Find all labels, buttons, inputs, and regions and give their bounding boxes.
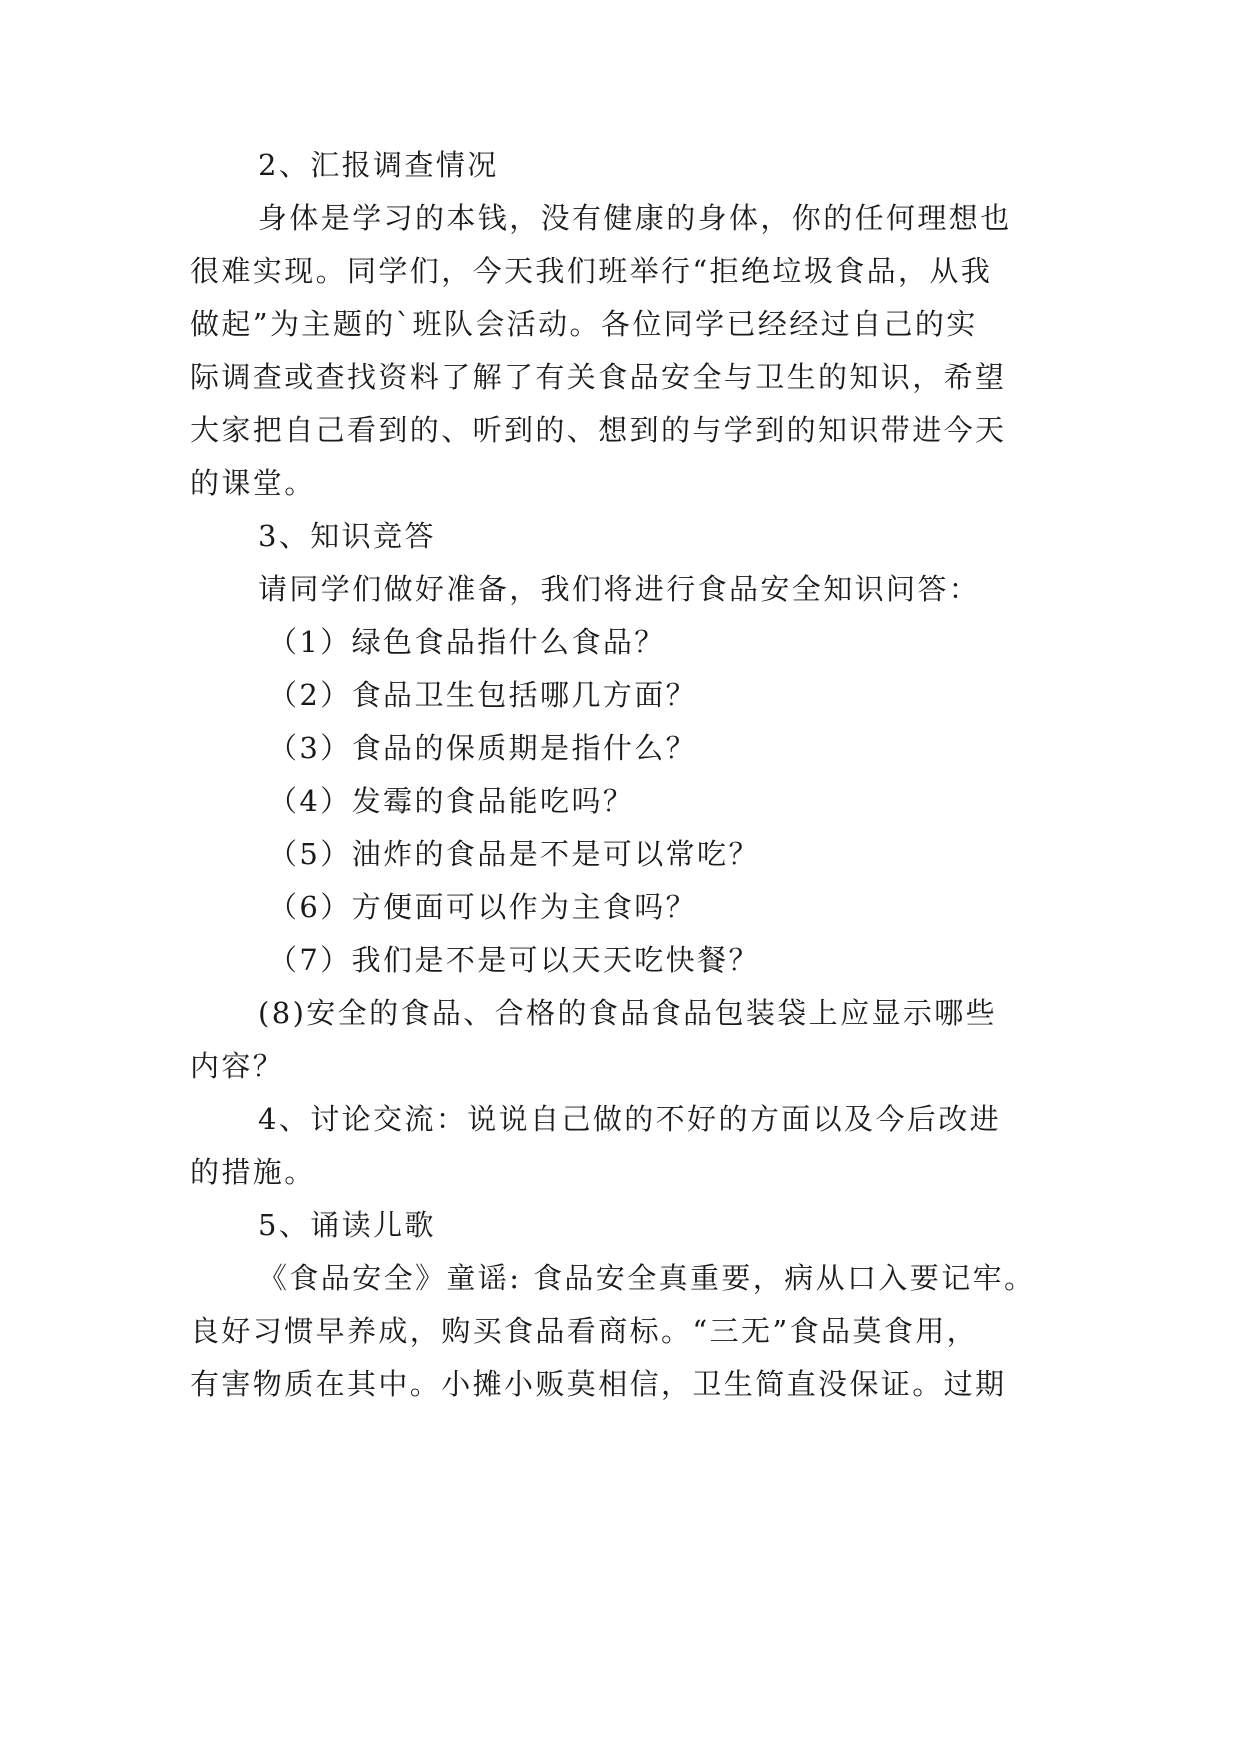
section-heading-discussion: 4、讨论交流：说说自己做的不好的方面以及今后改进 <box>258 1102 1002 1136</box>
quiz-question: （2）食品卫生包括哪几方面？ <box>268 678 698 712</box>
quiz-question: (8)安全的食品、合格的食品食品包装袋上应显示哪些 <box>258 996 998 1030</box>
paragraph-line: 很难实现。同学们，今天我们班举行“拒绝垃圾食品，从我 <box>190 254 993 288</box>
quiz-question: （5）油炸的食品是不是可以常吃？ <box>268 837 760 871</box>
quiz-question: （3）食品的保质期是指什么？ <box>268 731 698 765</box>
section-heading-rhyme: 5、诵读儿歌 <box>258 1208 436 1242</box>
quiz-question: （1）绿色食品指什么食品？ <box>268 625 666 659</box>
paragraph-line: 的课堂。 <box>190 466 316 500</box>
paragraph-line: 良好习惯早养成，购买食品看商标。“三无”食品莫食用， <box>190 1314 979 1348</box>
paragraph-line: 《食品安全》童谣: 食品安全真重要，病从口入要记牢。 <box>258 1261 1036 1295</box>
paragraph-line: 身体是学习的本钱，没有健康的身体，你的任何理想也 <box>258 201 1012 235</box>
paragraph-line: 内容？ <box>190 1049 285 1083</box>
quiz-question: （7）我们是不是可以天天吃快餐？ <box>268 943 760 977</box>
quiz-question: （4）发霉的食品能吃吗？ <box>268 784 635 818</box>
section-heading-report: 2、汇报调查情况 <box>258 148 499 182</box>
quiz-question: （6）方便面可以作为主食吗？ <box>268 890 698 924</box>
paragraph-line: 请同学们做好准备，我们将进行食品安全知识问答： <box>258 572 981 606</box>
paragraph-line: 的措施。 <box>190 1155 316 1189</box>
paragraph-line: 大家把自己看到的、听到的、想到的与学到的知识带进今天 <box>190 413 1007 447</box>
paragraph-line: 际调查或查找资料了解了有关食品安全与卫生的知识，希望 <box>190 360 1007 394</box>
section-heading-quiz: 3、知识竞答 <box>258 519 436 553</box>
paragraph-line: 做起”为主题的`班队会活动。各位同学已经经过自己的实 <box>190 307 978 341</box>
paragraph-line: 有害物质在其中。小摊小贩莫相信，卫生简直没保证。过期 <box>190 1367 1007 1401</box>
